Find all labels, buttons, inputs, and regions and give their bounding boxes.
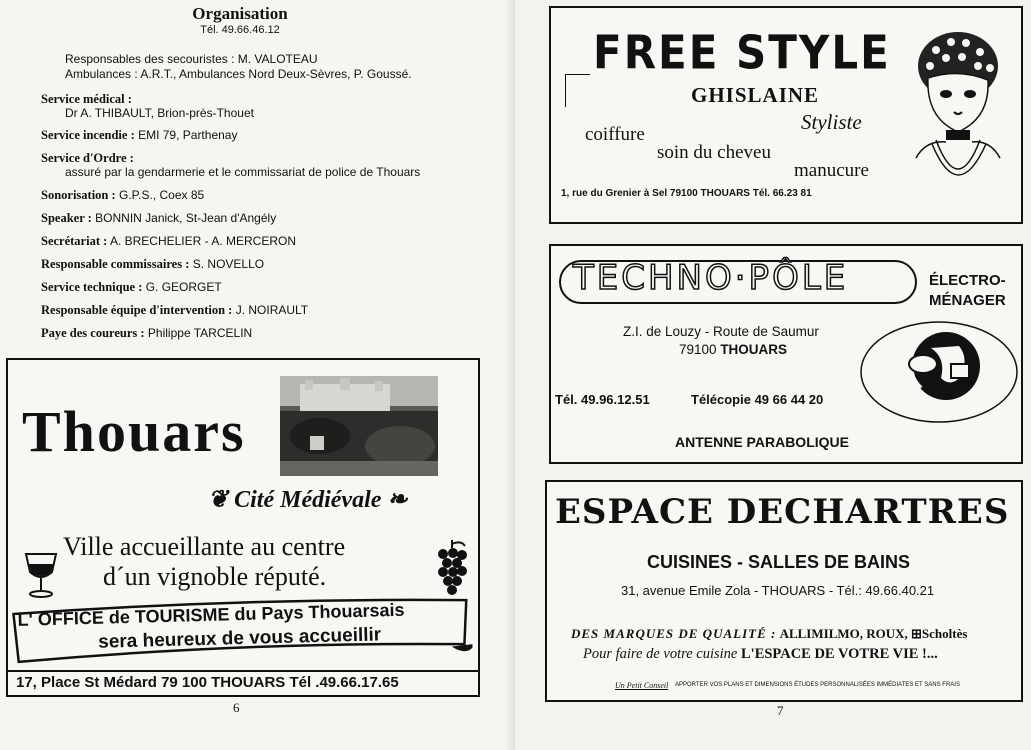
banner-line1: L' OFFICE de TOURISME du Pays Thouarsais (17, 599, 405, 630)
staff-line: Ambulances : A.R.T., Ambulances Nord Deux-Sèvres, P. Goussé. (65, 67, 412, 81)
antenne: ANTENNE PARABOLIQUE (675, 434, 849, 450)
espace-marques: DES MARQUES DE QUALITÉ : ALLIMILMO, ROUX, ⊞Scholtès (571, 626, 968, 641)
right-page (515, 0, 1031, 750)
castle-photo (280, 376, 438, 476)
ornament-left-icon: ❦ (208, 487, 235, 513)
ornament-right-icon: ❧ (381, 487, 408, 513)
free-style-ad (549, 6, 1023, 224)
service-medical: Service médical : (41, 92, 132, 106)
tourism-banner (11, 594, 472, 668)
free-style-title: FREE STYLE (593, 25, 891, 80)
thouars-line1: Ville accueillante au centre (63, 532, 346, 561)
globe-dish-icon (851, 318, 1021, 428)
commissaires: Responsable commissaires : S. NOVELLO (41, 257, 265, 271)
coiffure: coiffure (585, 124, 645, 145)
organisation-title: Organisation (192, 4, 288, 23)
service-medical-value: Dr A. THIBAULT, Brion-près-Thouet (65, 106, 254, 120)
thouars-title: Thouars (22, 399, 246, 464)
woman-illustration (906, 28, 1006, 198)
equipe-intervention: Responsable équipe d'intervention : J. NOIRAULT (41, 303, 309, 317)
banner-line2: sera heureux de vous accueillir (97, 624, 382, 653)
wine-glass-icon (20, 550, 62, 600)
ghislaine: GHISLAINE (691, 83, 820, 107)
electro-2: MÉNAGER (929, 292, 1006, 309)
secretariat: Secrétariat : A. BRECHELIER - A. MERCERON (41, 234, 296, 248)
techno-addr1: Z.I. de Louzy - Route de Saumur (623, 324, 819, 339)
espace-cuisine: Pour faire de votre cuisine L'ESPACE DE VOTRE VIE !... (583, 646, 938, 662)
techno-tel: Tél. 49.96.12.51 (555, 392, 650, 407)
page-number: 6 (233, 700, 240, 715)
techno-addr2: 79100 THOUARS (679, 342, 788, 357)
thouars-address: 17, Place St Médard 79 100 THOUARS Tél .49.66.17.65 (16, 674, 399, 691)
conseil: Un Petit Conseil (615, 681, 669, 690)
techno-title: TECHNO·PÔLE (573, 258, 849, 298)
service-incendie: Service incendie : EMI 79, Parthenay (41, 128, 238, 142)
free-style-address: 1, rue du Grenier à Sel 79100 THOUARS Tél. 66.23 81 (561, 188, 812, 199)
service-ordre-value: assuré par la gendarmerie et le commissariat de police de Thouars (65, 165, 421, 179)
thouars-line2: d´un vignoble réputé. (103, 562, 327, 591)
left-page (0, 0, 515, 750)
espace-subtitle: CUISINES - SALLES DE BAINS (647, 552, 911, 572)
sonorisation: Sonorisation : G.P.S., Coex 85 (41, 188, 205, 202)
bracket (565, 74, 590, 107)
manucure: manucure (794, 160, 869, 181)
divider (8, 670, 478, 672)
soin: soin du cheveu (657, 142, 771, 163)
espace-address: 31, avenue Emile Zola - THOUARS - Tél.: 49.66.40.21 (621, 583, 935, 598)
castle-photo-graphic (280, 376, 438, 476)
page-number: 7 (777, 703, 784, 718)
electro-1: ÉLECTRO- (929, 272, 1006, 289)
grapes-icon (433, 538, 471, 598)
organisation-tel: Tél. 49.66.46.12 (200, 24, 280, 36)
espace-title: ESPACE DECHARTRES (555, 492, 1010, 532)
espace-dechartres-ad (545, 480, 1023, 702)
speaker: Speaker : BONNIN Janick, St-Jean d'Angély (41, 211, 277, 225)
thouars-ad (6, 358, 480, 697)
techno-fax: Télécopie 49 66 44 20 (691, 392, 824, 407)
paye-coureurs: Paye des coureurs : Philippe TARCELIN (41, 326, 253, 340)
service-technique: Service technique : G. GEORGET (41, 280, 222, 294)
styliste: Styliste (801, 110, 862, 134)
service-ordre: Service d'Ordre : (41, 151, 134, 165)
cite-medievale: ❦ Cité Médiévale ❧ (208, 487, 408, 513)
techno-pole-ad (549, 244, 1023, 464)
espace-small: APPORTER VOS PLANS ET DIMENSIONS ÉTUDES PERSONNALISÉES IMMÉDIATES ET SANS FRAIS (675, 682, 960, 688)
staff-line: Responsables des secouristes : M. VALOTEAU (65, 52, 318, 66)
